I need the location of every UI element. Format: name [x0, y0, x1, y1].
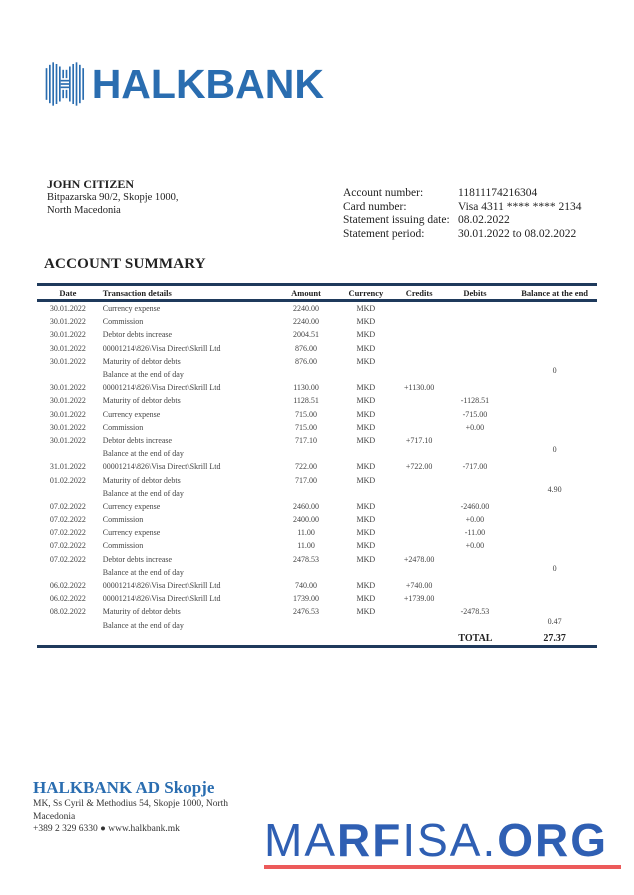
table-row: [37, 328, 597, 341]
cell-details: Currency expense: [102, 528, 161, 538]
cell-date: 30.01.2022: [49, 304, 86, 314]
cell-currency: MKD: [356, 501, 376, 511]
cell-amount: 876.00: [295, 343, 318, 353]
cell-debits: +0.00: [465, 541, 485, 551]
wm-part2: RF: [337, 814, 403, 866]
issuing-date-label: Statement issuing date:: [343, 214, 450, 226]
issuing-date-value: 08.02.2022: [458, 214, 510, 226]
table-row: [37, 526, 597, 539]
cell-amount: 740.00: [295, 581, 318, 591]
cell-date: 01.02.2022: [49, 475, 86, 485]
table-row: [37, 460, 597, 473]
customer-name: JOHN CITIZEN: [47, 177, 135, 191]
cell-debits: -11.00: [464, 528, 486, 538]
cell-credits: +717.10: [405, 435, 433, 445]
cell-currency: MKD: [356, 383, 376, 393]
cell-details: Debtor debts increase: [102, 330, 173, 340]
account-summary-title: ACCOUNT SUMMARY: [44, 256, 206, 272]
header-details: Transaction details: [102, 287, 172, 298]
table-row: [37, 302, 597, 315]
cell-balance: 0: [552, 445, 557, 455]
cell-currency: MKD: [356, 343, 376, 353]
table-row: [37, 513, 597, 526]
cell-date: 30.01.2022: [49, 435, 86, 445]
cell-currency: MKD: [356, 317, 376, 327]
statement-period-value: 30.01.2022 to 08.02.2022: [458, 227, 577, 240]
cell-date: 30.01.2022: [49, 396, 86, 406]
cell-date: 30.01.2022: [49, 383, 86, 393]
footer-address: MK, Ss Cyril & Methodius 54, Skopje 1000, North Macedonia: [33, 799, 229, 822]
cell-amount: 2478.53: [293, 554, 320, 564]
cell-details: Commission: [102, 541, 144, 551]
cell-currency: MKD: [356, 330, 376, 340]
logo-text: HALKBANK: [91, 60, 324, 107]
cell-details: 00001214\826\Visa Direct\Skrill Ltd: [102, 594, 221, 604]
cell-debits: +0.00: [465, 422, 485, 432]
table-row: [37, 539, 597, 552]
cell-date: 06.02.2022: [49, 581, 86, 591]
cell-date: 07.02.2022: [49, 554, 86, 564]
cell-amount: 2476.53: [293, 607, 320, 617]
cell-amount: 1130.00: [293, 383, 319, 393]
transactions-table: [37, 283, 597, 648]
table-row: [37, 579, 597, 592]
cell-balance: 0: [552, 563, 557, 573]
cell-currency: MKD: [356, 409, 376, 419]
cell-credits: +1130.00: [404, 383, 435, 393]
cell-details: Maturity of debtor debts: [102, 475, 181, 485]
watermark-text: [264, 815, 624, 865]
cell-date: 30.01.2022: [49, 343, 86, 353]
cell-details: Balance at the end of day: [102, 620, 184, 630]
cell-amount: 715.00: [295, 422, 318, 432]
customer-address-line1: Bitpazarska 90/2, Skopje 1000,: [47, 192, 179, 203]
table-row: [37, 484, 597, 500]
cell-credits: +740.00: [405, 581, 433, 591]
cell-details: Currency expense: [102, 304, 161, 314]
cell-amount: 2400.00: [293, 515, 320, 525]
account-info: [343, 187, 581, 241]
table-row: [37, 394, 597, 407]
cell-details: Balance at the end of day: [102, 370, 184, 380]
wm-part4: ORG: [497, 814, 609, 866]
table-row: [37, 381, 597, 394]
cell-currency: MKD: [356, 515, 376, 525]
footer-bank-name: HALKBANK AD Skopje: [33, 778, 215, 797]
cell-currency: MKD: [356, 422, 376, 432]
cell-date: 30.01.2022: [49, 330, 86, 340]
cell-date: 08.02.2022: [49, 607, 86, 617]
cell-details: 00001214\826\Visa Direct\Skrill Ltd: [102, 383, 221, 393]
cell-date: 07.02.2022: [49, 541, 86, 551]
marfisa-watermark: [264, 815, 624, 869]
cell-debits: -715.00: [462, 409, 488, 419]
cell-amount: 2240.00: [293, 304, 320, 314]
footer: [33, 778, 263, 836]
header-balance: Balance at the end: [521, 287, 589, 298]
account-number-value: 11811174216304: [458, 187, 538, 199]
total-value: 27.37: [543, 632, 566, 644]
cell-details: Currency expense: [102, 501, 161, 511]
cell-details: 00001214\826\Visa Direct\Skrill Ltd: [102, 343, 221, 353]
account-number-label: Account number:: [343, 187, 424, 199]
cell-date: 07.02.2022: [49, 528, 86, 538]
cell-details: Debtor debts increase: [102, 554, 173, 564]
cell-currency: MKD: [356, 396, 376, 406]
cell-details: Commission: [102, 422, 144, 432]
cell-balance: 4.90: [547, 484, 562, 494]
cell-debits: -717.00: [462, 462, 488, 472]
cell-details: Currency expense: [102, 409, 161, 419]
cell-date: 06.02.2022: [49, 594, 86, 604]
footer-contact[interactable]: +389 2 329 6330 ● www.halkbank.mk: [33, 824, 180, 834]
table-row: [37, 500, 597, 513]
cell-amount: 876.00: [295, 356, 318, 366]
table-header: [37, 286, 597, 302]
cell-date: 07.02.2022: [49, 515, 86, 525]
cell-debits: -2460.00: [460, 501, 490, 511]
cell-amount: 715.00: [295, 409, 318, 419]
cell-balance: 0: [552, 366, 557, 376]
cell-amount: 717.10: [295, 435, 318, 445]
wm-part3: ISA.: [402, 814, 498, 866]
header-credits: Credits: [405, 287, 433, 298]
cell-details: 00001214\826\Visa Direct\Skrill Ltd: [102, 581, 221, 591]
cell-amount: 1128.51: [293, 396, 319, 406]
cell-date: 30.01.2022: [49, 356, 86, 366]
total-label: TOTAL: [458, 632, 493, 644]
statement-period-label: Statement period:: [343, 227, 425, 240]
cell-date: 30.01.2022: [49, 422, 86, 432]
card-number-label: Card number:: [343, 200, 407, 213]
cell-amount: 1739.00: [293, 594, 320, 604]
cell-date: 31.01.2022: [49, 462, 86, 472]
cell-details: Maturity of debtor debts: [102, 356, 181, 366]
cell-credits: +2478.00: [403, 554, 435, 564]
cell-currency: MKD: [356, 475, 376, 485]
cell-date: 07.02.2022: [49, 501, 86, 511]
customer-address-line2: North Macedonia: [47, 205, 121, 216]
table-row: [37, 408, 597, 421]
cell-currency: MKD: [356, 462, 376, 472]
cell-amount: 717.00: [295, 475, 318, 485]
table-row: [37, 616, 597, 632]
table-body: [37, 302, 597, 632]
total-row: [37, 632, 597, 645]
cell-details: Balance at the end of day: [102, 567, 184, 577]
cell-debits: -2478.53: [460, 607, 490, 617]
cell-currency: MKD: [356, 594, 376, 604]
table-row: [37, 342, 597, 355]
header-debits: Debits: [463, 287, 487, 298]
cell-currency: MKD: [356, 554, 376, 564]
cell-date: 30.01.2022: [49, 409, 86, 419]
header-amount: Amount: [291, 287, 321, 298]
table-bottom-rule: [37, 645, 597, 648]
cell-date: 30.01.2022: [49, 317, 86, 327]
cell-details: Commission: [102, 317, 144, 327]
cell-details: Balance at the end of day: [102, 449, 184, 459]
cell-currency: MKD: [356, 528, 376, 538]
table-row: [37, 563, 597, 579]
wm-part1: MA: [264, 814, 337, 866]
cell-amount: 2004.51: [293, 330, 320, 340]
cell-currency: MKD: [356, 356, 376, 366]
header-currency: Currency: [348, 287, 384, 298]
customer-block: [47, 178, 179, 217]
card-number-value: Visa 4311 **** **** 2134: [458, 200, 582, 213]
cell-balance: 0.47: [547, 616, 562, 626]
cell-currency: MKD: [356, 541, 376, 551]
cell-currency: MKD: [356, 304, 376, 314]
cell-debits: -1128.51: [460, 396, 490, 406]
table-row: [37, 421, 597, 434]
cell-details: Balance at the end of day: [102, 488, 184, 498]
halkbank-logo-mark-icon: [44, 57, 86, 111]
cell-details: Commission: [102, 515, 144, 525]
cell-currency: MKD: [356, 607, 376, 617]
cell-amount: 11.00: [297, 541, 315, 551]
halkbank-logo: [44, 55, 324, 113]
cell-amount: 2240.00: [293, 317, 320, 327]
table-row: [37, 592, 597, 605]
cell-details: Debtor debts increase: [102, 435, 173, 445]
table-row: [37, 368, 597, 381]
cell-credits: +1739.00: [403, 594, 435, 604]
cell-debits: +0.00: [465, 515, 485, 525]
cell-amount: 722.00: [295, 462, 318, 472]
header-date: Date: [59, 287, 77, 298]
cell-credits: +722.00: [405, 462, 433, 472]
cell-amount: 11.00: [297, 528, 315, 538]
cell-currency: MKD: [356, 435, 376, 445]
table-row: [37, 315, 597, 328]
cell-currency: MKD: [356, 581, 376, 591]
cell-details: Maturity of debtor debts: [102, 396, 181, 406]
cell-amount: 2460.00: [293, 501, 320, 511]
table-row: [37, 447, 597, 460]
cell-details: Maturity of debtor debts: [102, 607, 181, 617]
cell-details: 00001214\826\Visa Direct\Skrill Ltd: [102, 462, 221, 472]
